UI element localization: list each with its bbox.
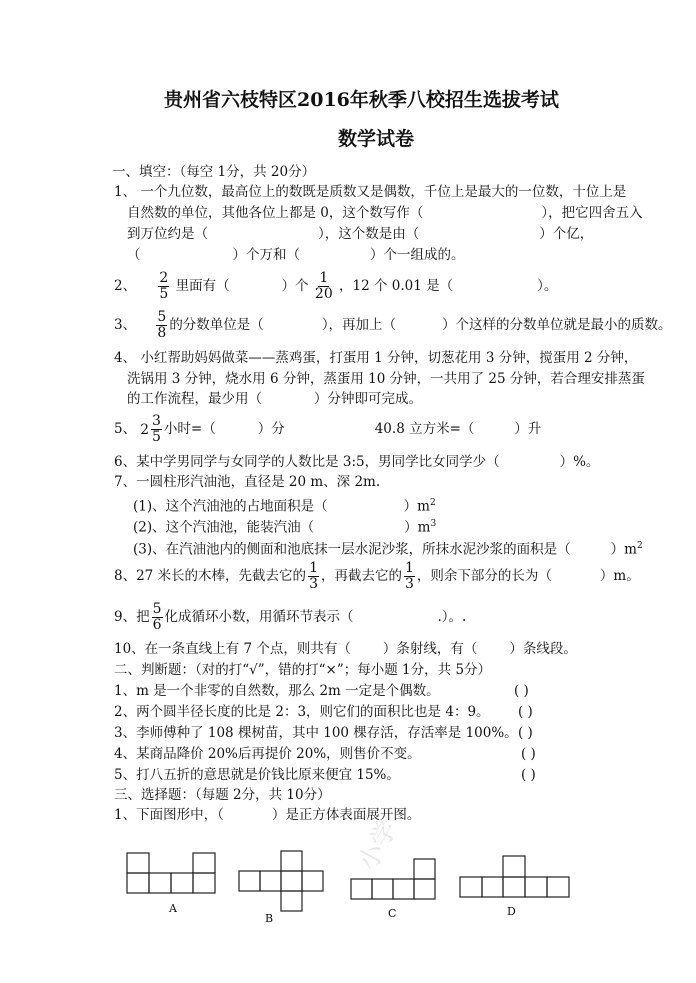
q10-line (114, 640, 577, 658)
option-label-a: A (169, 902, 177, 915)
exam-subtitle: 数学试卷 (338, 128, 415, 150)
q7-text: ）m (403, 498, 430, 515)
q9-text: 化成循环小数，用循环节表示（ (164, 609, 354, 625)
q10-text: 10、在一条直线上有 7 个点，则共有（ (114, 641, 351, 657)
q5-text: 小时=（ (163, 421, 216, 437)
q1-text: 到万位约是（ (127, 226, 208, 242)
q8-text: ，再截去它的 (320, 568, 402, 584)
unit-exponent: 2 (636, 541, 643, 551)
q1-text: ）个亿， (539, 226, 594, 242)
section2-heading: 二、判断题：（对的打“√”，错的打“×”；每小题 1分，共 5分） (114, 662, 492, 678)
q1-text: ），把它四舍五入 (541, 205, 643, 221)
q9-line (114, 602, 466, 633)
fraction: $\frac{1}{3}$ (404, 560, 414, 592)
fraction: $\frac{5}{6}$ (152, 601, 162, 633)
fraction: $\frac{3}{5}$ (151, 413, 161, 445)
q5-line (114, 414, 541, 445)
q7-line1: 7、一圆柱形汽油池，直径是 20 m、深 2m. (114, 474, 381, 490)
choice-text: 1、下面图形中，（ (114, 807, 224, 823)
choice-text: ）是正方体表面展开图。 (271, 807, 421, 823)
judge-item-3: 3、李师傅种了 108 棵树苗，其中 100 棵存活，存活率是 100%。 (114, 725, 518, 741)
watermark: 小学 (352, 815, 404, 876)
q8-line (114, 561, 640, 592)
judge-answer-paren[interactable]: ( ) (521, 767, 536, 783)
q2-text: ）个 (281, 278, 309, 294)
q4-line2: 洗锅用 3 分钟，烧水用 6 分钟，蒸蛋用 10 分钟，一共用了 25 分钟，若合理安排蒸蛋 (127, 371, 645, 387)
q4-text: 的工作流程，最少用（ (127, 391, 262, 407)
exam-title: 贵州省六枝特区2016年秋季八校招生选拔考试 (164, 89, 559, 111)
mixed-number: 2 $\frac{3}{5}$ (140, 413, 161, 445)
judge-answer-paren[interactable]: ( ) (518, 704, 533, 720)
q9-text: .）。. (437, 609, 467, 625)
unit-exponent: 2 (429, 498, 436, 508)
cube-net-c[interactable] (350, 857, 450, 901)
q2-text: ）。 (537, 278, 558, 294)
cube-net-a[interactable] (126, 852, 218, 894)
q3-text: 的分数单位是（ (169, 317, 264, 333)
fraction: $\frac{1}{20}$ (314, 270, 333, 302)
q2-text: 里面有（ (175, 278, 230, 294)
section3-heading: 三、选择题：（每题 2分，共 10分） (114, 787, 331, 803)
q8-text: ）m。 (599, 568, 640, 584)
q5-text: ）分 (257, 421, 285, 437)
q1-line3 (127, 225, 593, 243)
q9-text: 9、把 (114, 609, 150, 625)
q6-text: 6、某中学男同学与女同学的人数比是 3:5，男同学比女同学少（ (114, 454, 500, 470)
q1-text: ），这个数是由（ (318, 226, 420, 242)
judge-answer-paren[interactable]: ( ) (521, 746, 536, 762)
q3-text: ），再加上（ (321, 317, 397, 333)
q7-sub3 (133, 537, 643, 559)
fraction: $\frac{5}{8}$ (157, 309, 167, 341)
q1-line4 (127, 246, 465, 264)
q10-text: ）条射线，有（ (382, 641, 478, 657)
q5-number: 5、 (114, 421, 137, 437)
q4-line3 (127, 390, 422, 408)
q7-text: (2)、这个汽油池，能装汽油（ (133, 519, 315, 536)
q4-text: ）分钟即可完成。 (314, 391, 422, 407)
cube-net-d[interactable] (459, 855, 571, 899)
judge-item-4: 4、某商品降价 20%后再提价 20%，则售价不变。 (114, 746, 421, 762)
q1-text: （ (127, 247, 141, 263)
q3-text: ）个这样的分数单位就是最小的质数。 (442, 317, 672, 333)
q7-sub1 (133, 494, 436, 516)
q3-number: 3、 (114, 317, 137, 333)
q1-text: ）个一组成的。 (370, 247, 465, 263)
q7-text: ）m (610, 541, 637, 558)
q7-text: (1)、这个汽油池的占地面积是（ (133, 498, 328, 515)
q1-line1: 1、 一个九位数，最高位上的数既是质数又是偶数，千位上是最大的一位数，十位上是 (114, 184, 627, 200)
q8-text: 8、27 米长的木棒，先截去它的 (114, 568, 307, 584)
judge-item-1: 1、m 是一个非零的自然数，那么 2m 一定是个偶数。 (114, 683, 440, 699)
judge-answer-paren[interactable]: ( ) (514, 683, 529, 699)
cube-net-b[interactable] (237, 850, 325, 914)
q1-text: ）个万和（ (232, 247, 300, 263)
q5-text: ）升 (514, 421, 542, 437)
q2-text: ，12 个 0.01 是（ (339, 278, 454, 294)
q2-line (114, 271, 557, 302)
q10-text: ）条线段。 (509, 641, 577, 657)
q6-line (114, 453, 599, 471)
fraction: $\frac{1}{3}$ (309, 560, 318, 592)
q1-line2 (127, 204, 643, 222)
fraction: $\frac{2}{5}$ (159, 270, 169, 302)
q7-sub2 (133, 515, 436, 537)
unit-exponent: 3 (430, 519, 437, 529)
judge-item-5: 5、打八五折的意思就是价钱比原来便宜 15%。 (114, 767, 400, 783)
q4-line1: 4、 小红帮助妈妈做菜——蒸鸡蛋，打蛋用 1 分钟，切葱花用 3 分钟，搅蛋用 2 分钟， (114, 350, 638, 366)
q2-number: 2、 (114, 278, 137, 294)
option-label-d: D (507, 905, 516, 918)
section1-heading: 一、填空：（每空 1分，共 20分） (112, 164, 316, 180)
q6-text: ）%。 (559, 454, 600, 470)
q5-text: 40.8 立方米=（ (374, 421, 475, 437)
option-label-c: C (388, 907, 397, 920)
q3-line (114, 310, 672, 341)
option-label-b: B (265, 912, 274, 925)
q7-text: (3)、在汽油池内的侧面和池底抹一层水泥沙浆，所抹水泥沙浆的面积是（ (133, 541, 571, 558)
judge-answer-paren[interactable]: ( ) (518, 725, 533, 741)
judge-item-2: 2、两个圆半径长度的比是 2：3，则它们的面积比也是 4：9。 (114, 704, 490, 720)
q8-text: ，则余下部分的长为（ (416, 568, 552, 584)
q7-text: ）m (404, 519, 431, 536)
q1-text: 自然数的单位，其他各位上都是 0，这个数写作（ (127, 205, 424, 221)
